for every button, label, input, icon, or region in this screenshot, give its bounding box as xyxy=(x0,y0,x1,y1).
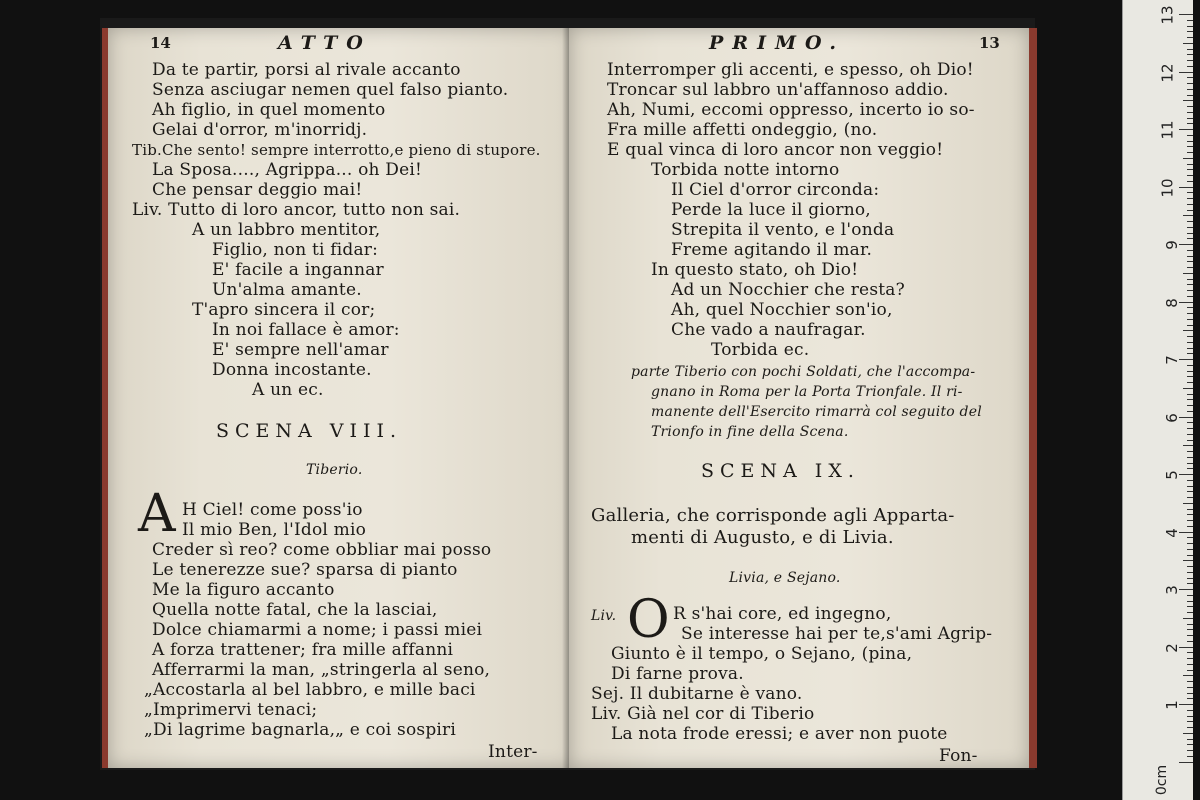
text-line: Interromper gli accenti, e spesso, oh Dio! xyxy=(607,60,974,80)
ruler-tick xyxy=(1179,244,1193,245)
verse-line: Quella notte fatal, che la lasciai, xyxy=(152,600,438,620)
verse-line: Le tenerezze sue? sparsa di pianto xyxy=(152,560,458,580)
left-page xyxy=(102,28,575,768)
ruler-tick xyxy=(1179,532,1193,533)
ruler-tick xyxy=(1187,210,1193,211)
ruler-tick xyxy=(1187,227,1193,228)
ruler-tick xyxy=(1187,635,1193,636)
ruler-tick xyxy=(1187,670,1193,671)
ruler-tick xyxy=(1187,624,1193,625)
ruler-tick xyxy=(1187,152,1193,153)
ruler-tick xyxy=(1187,60,1193,61)
ruler-tick xyxy=(1183,215,1193,216)
ruler-tick xyxy=(1187,440,1193,441)
verse-line: Me la figuro accanto xyxy=(152,580,335,600)
ruler-tick xyxy=(1187,468,1193,469)
dialogue-line: Sej. Il dubitarne è vano. xyxy=(591,684,803,704)
ruler-tick xyxy=(1187,601,1193,602)
ruler-tick xyxy=(1183,618,1193,619)
text-line: Ah, quel Nocchier son'io, xyxy=(671,300,893,320)
ruler-number: 5 xyxy=(1163,470,1182,480)
text-line: Fra mille affetti ondeggio, (no. xyxy=(607,120,878,140)
ruler-tick xyxy=(1187,307,1193,308)
ruler-tick xyxy=(1187,520,1193,521)
ruler-tick xyxy=(1187,336,1193,337)
verse-line: A forza trattener; fra mille affanni xyxy=(152,640,454,660)
ruler-tick xyxy=(1187,146,1193,147)
ruler-tick xyxy=(1183,100,1193,101)
ruler-tick xyxy=(1187,267,1193,268)
ruler-tick xyxy=(1187,744,1193,745)
ruler-number: 3 xyxy=(1163,585,1182,595)
ruler-tick xyxy=(1187,118,1193,119)
ruler-tick xyxy=(1187,31,1193,32)
text-line: E' facile a ingannar xyxy=(212,260,384,280)
ruler-tick xyxy=(1187,480,1193,481)
ruler-tick xyxy=(1187,26,1193,27)
setting-line: Galleria, che corrisponde agli Apparta- xyxy=(591,505,955,526)
ruler-tick xyxy=(1187,106,1193,107)
ruler-tick xyxy=(1187,658,1193,659)
text-line: Ah, Numi, eccomi oppresso, incerto io so- xyxy=(607,100,975,120)
ruler-tick xyxy=(1183,43,1193,44)
ruler-tick xyxy=(1187,382,1193,383)
text-line: Gelai d'orror, m'inorridj. xyxy=(152,120,368,140)
dropcap: O xyxy=(627,590,670,650)
text-line: Torbida notte intorno xyxy=(651,160,840,180)
ruler-tick xyxy=(1187,365,1193,366)
dialogue-line: R s'hai core, ed ingegno, xyxy=(673,604,892,624)
ruler-tick xyxy=(1187,284,1193,285)
ruler-tick xyxy=(1187,192,1193,193)
ruler-tick xyxy=(1187,566,1193,567)
stage-direction: parte Tiberio con pochi Soldati, che l'accompa- xyxy=(631,364,976,380)
ruler-tick xyxy=(1187,652,1193,653)
text-line: Donna incostante. xyxy=(212,360,372,380)
text-line: Tib.Che sento! sempre interrotto,e pieno di stupore. xyxy=(132,141,541,159)
text-line: In questo stato, oh Dio! xyxy=(651,260,859,280)
text-line: Il Ciel d'orror circonda: xyxy=(671,180,880,200)
ruler-tick xyxy=(1187,463,1193,464)
verse-line: H Ciel! come poss'io xyxy=(182,500,363,520)
text-line: Che vado a naufragar. xyxy=(671,320,866,340)
ruler-tick xyxy=(1179,762,1193,763)
ruler-tick xyxy=(1187,457,1193,458)
verse-line: Creder sì reo? come obbliar mai posso xyxy=(152,540,492,560)
text-line: Torbida ec. xyxy=(711,340,810,360)
verse-line: Dolce chiamarmi a nome; i passi miei xyxy=(152,620,483,640)
ruler-tick xyxy=(1187,112,1193,113)
ruler-tick xyxy=(1187,353,1193,354)
ruler-tick xyxy=(1187,77,1193,78)
text-line: Ah figlio, in quel momento xyxy=(152,100,386,120)
ruler-tick xyxy=(1183,445,1193,446)
left-page-number: 14 xyxy=(150,34,171,52)
ruler-tick xyxy=(1183,388,1193,389)
ruler-tick xyxy=(1179,647,1193,648)
ruler-tick xyxy=(1187,95,1193,96)
text-line: Da te partir, porsi al rivale accanto xyxy=(152,60,461,80)
verse-line: Afferrarmi la man, „stringerla al seno, xyxy=(152,660,491,680)
ruler-tick xyxy=(1183,733,1193,734)
verse-line: Il mio Ben, l'Idol mio xyxy=(182,520,367,540)
ruler-number: 12 xyxy=(1158,62,1177,83)
stage-direction: Trionfo in fine della Scena. xyxy=(651,424,849,440)
ruler-tick xyxy=(1187,325,1193,326)
stage-direction: manente dell'Esercito rimarrà col seguito del xyxy=(651,404,982,420)
ruler-tick xyxy=(1187,629,1193,630)
ruler-tick xyxy=(1187,595,1193,596)
ruler-tick xyxy=(1187,750,1193,751)
ruler-tick xyxy=(1179,129,1193,130)
ruler-number: 7 xyxy=(1163,355,1182,365)
ruler-tick xyxy=(1183,158,1193,159)
ruler-tick xyxy=(1179,704,1193,705)
ruler-tick xyxy=(1183,560,1193,561)
text-line: Liv. Tutto di loro ancor, tutto non sai. xyxy=(132,200,461,220)
ruler-tick xyxy=(1187,549,1193,550)
ruler-tick xyxy=(1187,578,1193,579)
ruler-tick xyxy=(1187,49,1193,50)
ruler-tick xyxy=(1187,279,1193,280)
ruler-number: 11 xyxy=(1158,120,1177,140)
text-line: Troncar sul labbro un'affannoso addio. xyxy=(607,80,949,100)
ruler-tick xyxy=(1187,693,1193,694)
ruler-tick xyxy=(1187,710,1193,711)
ruler-tick xyxy=(1187,20,1193,21)
right-page xyxy=(569,28,1037,768)
verse-line: „Imprimervi tenaci; xyxy=(144,700,318,720)
ruler-tick xyxy=(1187,141,1193,142)
ruler-tick xyxy=(1187,169,1193,170)
ruler-tick xyxy=(1183,503,1193,504)
ruler-tick xyxy=(1187,89,1193,90)
ruler-tick xyxy=(1187,376,1193,377)
catchword: Fon- xyxy=(939,746,978,766)
text-line: Senza asciugar nemen quel falso pianto. xyxy=(152,80,509,100)
ruler-tick xyxy=(1187,555,1193,556)
ruler-tick xyxy=(1187,572,1193,573)
text-line: A un ec. xyxy=(252,380,324,400)
ruler-tick xyxy=(1187,123,1193,124)
ruler-tick xyxy=(1187,451,1193,452)
ruler-tick xyxy=(1187,250,1193,251)
ruler-tick xyxy=(1187,428,1193,429)
ruler-tick xyxy=(1179,589,1193,590)
setting-line: menti di Augusto, e di Livia. xyxy=(631,527,894,548)
text-line: Perde la luce il giorno, xyxy=(671,200,871,220)
ruler-tick xyxy=(1187,175,1193,176)
ruler-tick xyxy=(1187,612,1193,613)
ruler-tick xyxy=(1187,405,1193,406)
ruler-tick xyxy=(1187,83,1193,84)
right-page-number: 13 xyxy=(979,34,1000,52)
ruler-tick xyxy=(1187,583,1193,584)
ruler-tick xyxy=(1187,371,1193,372)
ruler-unit-label: 0cm xyxy=(1153,764,1170,796)
ruler-tick xyxy=(1187,394,1193,395)
scene-title: SCENA IX. xyxy=(701,460,860,482)
ruler-tick xyxy=(1187,641,1193,642)
verse-line: „Accostarla al bel labbro, e mille baci xyxy=(144,680,476,700)
text-line: In noi fallace è amor: xyxy=(212,320,400,340)
ruler-tick xyxy=(1187,238,1193,239)
text-line: Un'alma amante. xyxy=(212,280,362,300)
text-line: Freme agitando il mar. xyxy=(671,240,873,260)
ruler-number: 2 xyxy=(1163,642,1182,653)
ruler-tick xyxy=(1187,342,1193,343)
text-line: La Sposa...., Agrippa... oh Dei! xyxy=(152,160,423,180)
ruler-tick xyxy=(1187,54,1193,55)
text-line: T'apro sincera il cor; xyxy=(192,300,376,320)
ruler-tick xyxy=(1187,486,1193,487)
ruler-tick xyxy=(1179,474,1193,475)
scene-title: SCENA VIII. xyxy=(216,420,403,442)
dialogue-line: Giunto è il tempo, o Sejano, (pina, xyxy=(611,644,913,664)
dialogue-line: Di farne prova. xyxy=(611,664,744,684)
ruler-number: 10 xyxy=(1158,177,1177,198)
ruler-tick xyxy=(1183,330,1193,331)
text-line: A un labbro mentitor, xyxy=(192,220,381,240)
ruler-tick xyxy=(1187,296,1193,297)
text-line: Strepita il vento, e l'onda xyxy=(671,220,895,240)
ruler-tick xyxy=(1187,543,1193,544)
ruler-tick xyxy=(1187,434,1193,435)
text-line: Figlio, non ti fidar: xyxy=(212,240,379,260)
character-name: Tiberio. xyxy=(306,462,363,478)
text-line: E' sempre nell'amar xyxy=(212,340,389,360)
ruler-tick xyxy=(1187,399,1193,400)
ruler-number: 9 xyxy=(1163,240,1182,250)
ruler-tick xyxy=(1187,664,1193,665)
ruler-number: 13 xyxy=(1158,5,1177,25)
ruler-tick xyxy=(1179,417,1193,418)
ruler-tick xyxy=(1187,687,1193,688)
ruler-number: 6 xyxy=(1163,412,1182,423)
ruler-tick xyxy=(1183,675,1193,676)
ruler-tick xyxy=(1187,319,1193,320)
text-line: Che pensar deggio mai! xyxy=(152,180,363,200)
speaker-label: Liv. xyxy=(591,608,617,624)
ruler-tick xyxy=(1179,302,1193,303)
verse-line: „Di lagrime bagnarla,„ e coi sospiri xyxy=(144,720,457,740)
stage-direction: gnano in Roma per la Porta Trionfale. Il ri- xyxy=(651,384,963,400)
ruler-tick xyxy=(1187,681,1193,682)
ruler-tick xyxy=(1179,359,1193,360)
ruler-tick xyxy=(1183,273,1193,274)
ruler-tick xyxy=(1187,739,1193,740)
ruler-tick xyxy=(1179,14,1193,15)
dialogue-line: Liv. Già nel cor di Tiberio xyxy=(591,704,815,724)
ruler-number: 8 xyxy=(1163,297,1182,308)
ruler-tick xyxy=(1187,66,1193,67)
ruler-tick xyxy=(1187,261,1193,262)
dialogue-line: La nota frode eressi; e aver non puote xyxy=(611,724,948,744)
ruler-tick xyxy=(1187,256,1193,257)
text-line: E qual vinca di loro ancor non veggio! xyxy=(607,140,944,160)
ruler-tick xyxy=(1187,198,1193,199)
catchword: Inter- xyxy=(488,742,538,762)
ruler-number: 4 xyxy=(1163,527,1182,538)
ruler-tick xyxy=(1187,204,1193,205)
ruler-tick xyxy=(1187,422,1193,423)
ruler-tick xyxy=(1187,181,1193,182)
ruler-tick xyxy=(1179,72,1193,73)
ruler-tick xyxy=(1187,698,1193,699)
ruler-tick xyxy=(1187,135,1193,136)
ruler-tick xyxy=(1187,721,1193,722)
ruler-tick xyxy=(1187,221,1193,222)
dropcap: A xyxy=(138,484,176,544)
ruler-tick xyxy=(1187,514,1193,515)
ruler-tick xyxy=(1187,526,1193,527)
ruler-tick xyxy=(1187,716,1193,717)
text-line: Ad un Nocchier che resta? xyxy=(671,280,905,300)
ruler-tick xyxy=(1187,756,1193,757)
dialogue-line: Se interesse hai per te,s'ami Agrip- xyxy=(681,624,993,644)
ruler-tick xyxy=(1187,727,1193,728)
ruler-tick xyxy=(1187,233,1193,234)
ruler-tick xyxy=(1187,313,1193,314)
ruler-tick xyxy=(1187,537,1193,538)
ruler-number: 1 xyxy=(1163,700,1182,710)
ruler-tick xyxy=(1187,348,1193,349)
ruler-tick xyxy=(1187,37,1193,38)
ruler-tick xyxy=(1187,497,1193,498)
ruler-tick xyxy=(1187,491,1193,492)
ruler-tick xyxy=(1187,164,1193,165)
ruler-tick xyxy=(1187,411,1193,412)
right-running-head: PRIMO. xyxy=(709,32,846,54)
ruler-tick xyxy=(1179,187,1193,188)
open-book xyxy=(100,18,1035,770)
characters: Livia, e Sejano. xyxy=(729,570,841,586)
measurement-ruler xyxy=(1122,0,1193,800)
left-running-head: ATTO xyxy=(278,32,372,54)
ruler-tick xyxy=(1187,290,1193,291)
ruler-tick xyxy=(1187,606,1193,607)
ruler-tick xyxy=(1187,509,1193,510)
